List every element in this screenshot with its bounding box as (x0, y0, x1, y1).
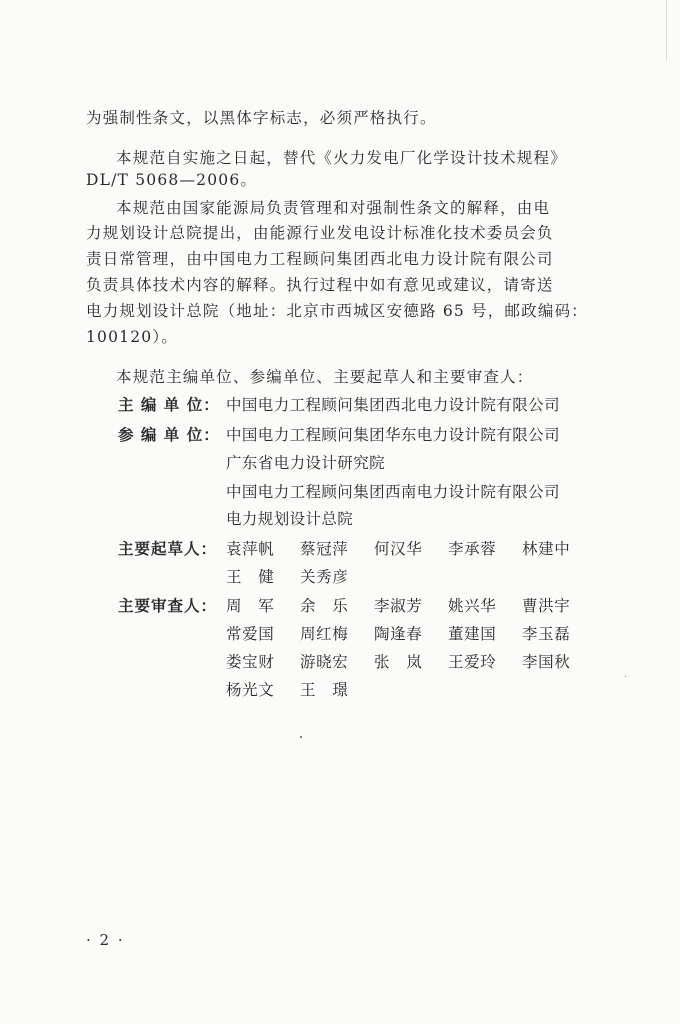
chief-unit-label: 主 编 单 位： (118, 396, 220, 414)
drafter-name: 王 健 (226, 568, 275, 586)
drafter-name: 关秀彦 (300, 568, 349, 586)
scan-speck (625, 676, 626, 677)
reviewer-name: 张 岚 (374, 653, 423, 671)
paragraph-line: DL/T 5068—2006。 (86, 171, 258, 189)
reviewer-name: 李玉磊 (522, 625, 571, 643)
drafter-name: 蔡冠萍 (300, 540, 349, 558)
drafters-label: 主要起草人： (118, 540, 218, 558)
reviewers-row (226, 652, 606, 672)
reviewer-name: 周 军 (226, 597, 275, 615)
paragraph-line (86, 108, 610, 128)
scan-speck (300, 736, 302, 738)
drafters-row (226, 567, 606, 587)
reviewer-name: 王爱玲 (448, 653, 497, 671)
paragraph-line: 本规范主编单位、参编单位、主要起草人和主要审查人： (116, 368, 534, 386)
participating-units-label: 参 编 单 位： (118, 426, 220, 444)
reviewers-row (226, 596, 606, 616)
mandatory-clause-note: 为强制性条文，以黑体字标志，必须严格执行。 (86, 109, 437, 127)
reviewer-name: 杨光文 (226, 681, 275, 699)
drafter-name: 何汉华 (374, 540, 423, 558)
paragraph-line: 负责具体技术内容的解释。执行过程中如有意见或建议，请寄送 (86, 276, 554, 294)
reviewer-name: 姚兴华 (448, 597, 497, 615)
drafter-name: 林建中 (522, 540, 571, 558)
reviewer-name: 王 璟 (300, 681, 349, 699)
drafter-name: 李承蓉 (448, 540, 497, 558)
paragraph-line: 力规划设计总院提出，由能源行业发电设计标准化技术委员会负 (86, 224, 554, 242)
reviewer-name: 曹洪宇 (522, 597, 571, 615)
reviewer-name: 李淑芳 (374, 597, 423, 615)
participating-unit: 广东省电力设计研究院 (226, 454, 386, 472)
reviewer-name: 陶逢春 (374, 625, 423, 643)
reviewer-name: 常爱国 (226, 625, 275, 643)
drafters-row (226, 539, 606, 559)
participating-unit: 中国电力工程顾问集团华东电力设计院有限公司 (226, 426, 560, 444)
reviewers-label: 主要审查人： (118, 597, 218, 615)
reviewer-name: 周红梅 (300, 625, 349, 643)
reviewer-name: 余 乐 (300, 597, 349, 615)
paragraph-line: 本规范由国家能源局负责管理和对强制性条文的解释，由电 (116, 199, 551, 217)
paragraph-line: 责日常管理，由中国电力工程顾问集团西北电力设计院有限公司 (86, 250, 554, 268)
reviewers-row (226, 624, 606, 644)
participating-unit: 中国电力工程顾问集团西南电力设计院有限公司 (226, 483, 560, 501)
paragraph-line: 本规范自实施之日起，替代《火力发电厂化学设计技术规程》 (116, 149, 567, 167)
reviewers-row (226, 680, 606, 700)
paragraph-line: 100120）。 (86, 328, 179, 346)
reviewer-name: 李国秋 (522, 653, 571, 671)
reviewer-name: 游晓宏 (300, 653, 349, 671)
reviewer-name: 娄宝财 (226, 653, 275, 671)
chief-unit-value: 中国电力工程顾问集团西北电力设计院有限公司 (226, 396, 560, 414)
drafter-name: 袁萍帆 (226, 540, 275, 558)
participating-unit: 电力规划设计总院 (226, 510, 354, 528)
page-edge-line (666, 0, 667, 60)
reviewer-name: 董建国 (448, 625, 497, 643)
page-number: · 2 · (86, 931, 125, 949)
paragraph-line: 电力规划设计总院（地址：北京市西城区安德路 65 号，邮政编码： (86, 302, 588, 320)
